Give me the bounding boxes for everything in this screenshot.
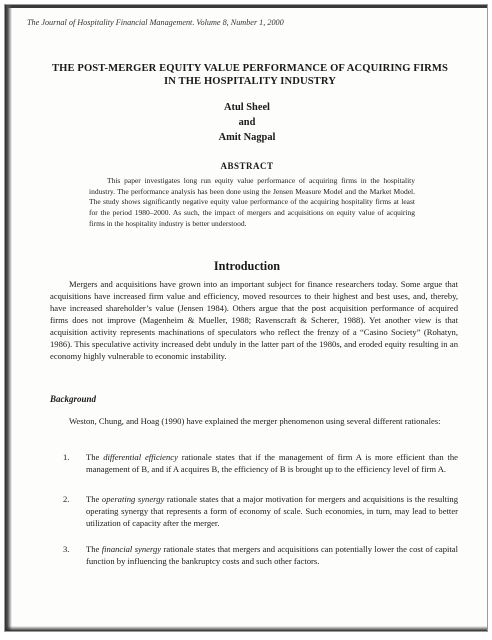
journal-header: The Journal of Hospitality Financial Management. Volume 8, Number 1, 2000 bbox=[27, 18, 284, 27]
list-item-term: differential efficiency bbox=[103, 452, 178, 462]
list-item-number: 3. bbox=[63, 544, 70, 554]
introduction-paragraph: Mergers and acquisitions have grown into an important subject for finance researchers today. Some argue that acquisitions have increased firm value and efficiency, moved resources to their highest and best uses, and, thereby, have increased shareholder’s value (Jensen 1984). Others argue that the post acquisition performance of acquired firms does not improve (Magenheim & Mueller, 1988; Ravenscraft & Scherer, 1988). Yet another view is that acquisition activity represents machinations of speculators who reflect the frenzy of a “Casino Society” (Rohatyn, 1986). This speculative activity increased debt unduly in the latter part of the 1980s, and eroded equity resulting in an economy highly vulnerable to economic instability. bbox=[50, 279, 458, 362]
paper-title: THE POST-MERGER EQUITY VALUE PERFORMANCE OF ACQUIRING FIRMS IN THE HOSPITALITY INDUSTRY bbox=[51, 63, 449, 87]
author-first: Atul Sheel bbox=[224, 102, 270, 113]
abstract-heading: ABSTRACT bbox=[220, 161, 274, 171]
abstract-text: This paper investigates long run equity value performance of acquiring firms in the hospitality industry. The performance analysis has been done using the Jensen Measure Model and the Market Model. The study shows significantly negative equity value performance of the acquiring hospitality firms at least for the period 1980–2000. As such, the impact of mergers and acquisitions on equity value of acquiring firms in the hospitality industry is better understood. bbox=[89, 176, 415, 228]
scanned-page bbox=[4, 4, 488, 632]
author-conjunction: and bbox=[238, 117, 256, 128]
introduction-heading: Introduction bbox=[213, 259, 281, 273]
list-item bbox=[63, 543, 458, 567]
scan-edge-left bbox=[5, 5, 12, 631]
scan-edge-top bbox=[5, 5, 487, 8]
list-item-number: 2. bbox=[63, 494, 70, 504]
scan-edge-bottom bbox=[5, 626, 487, 631]
author-second: Amit Nagpal bbox=[218, 132, 276, 143]
background-heading: Background bbox=[50, 394, 97, 404]
list-item-number: 1. bbox=[63, 452, 70, 462]
list-item-body: The operating synergy rationale states that a major motivation for mergers and acquisitions is the resulting operating synergy that represents a form of economy of scale. Such economies, in turn, may lead to better utilization of capacity after the merger. bbox=[86, 494, 458, 529]
list-item-body: The financial synergy rationale states that mergers and acquisitions can potentially lower the cost of capital function by influencing the bankruptcy costs and such other factors. bbox=[86, 544, 458, 567]
list-item-term: operating synergy bbox=[101, 494, 165, 504]
list-item bbox=[63, 451, 458, 475]
background-paragraph: Weston, Chung, and Hoag (1990) have explained the merger phenomenon using several different rationales: bbox=[69, 416, 441, 426]
list-item-body: The differential efficiency rationale states that if the management of firm A is more efficient than the management of B, and if A acquires B, the efficiency of B is brought up to the efficiency level of firm A. bbox=[86, 452, 458, 475]
list-item-term: financial synergy bbox=[101, 544, 162, 554]
list-item bbox=[63, 493, 458, 529]
